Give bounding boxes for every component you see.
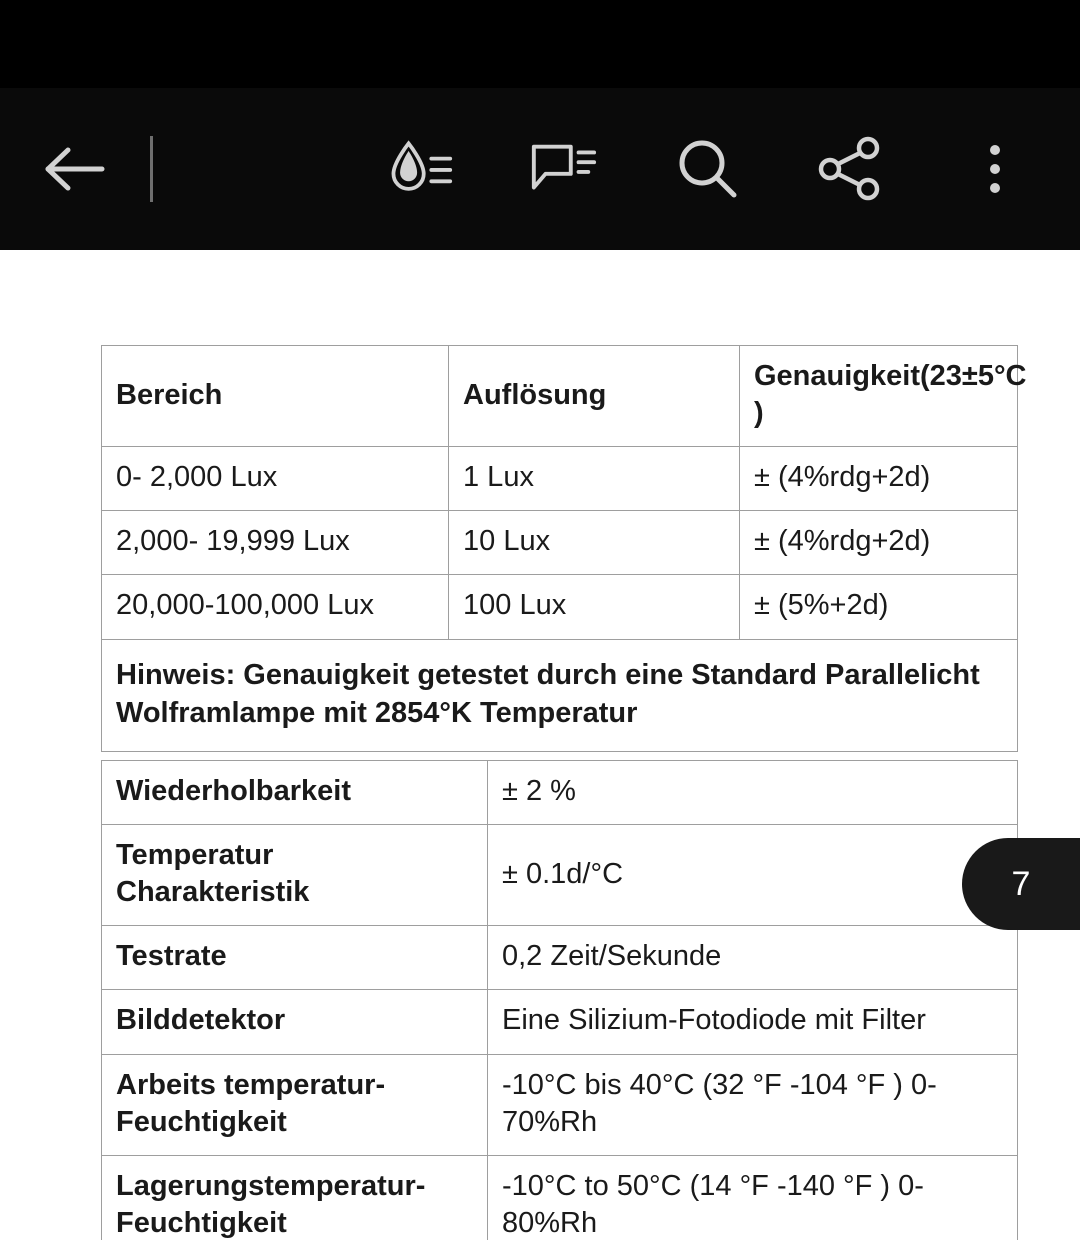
- page-number-indicator[interactable]: 7: [962, 838, 1080, 930]
- spec-value: -10°C bis 40°C (32 °F -104 °F ) 0-70%Rh: [488, 1054, 1018, 1155]
- table-row: [102, 575, 1018, 639]
- table-row: [102, 825, 1018, 926]
- spec-key: Temperatur Charakteristik: [102, 825, 488, 926]
- more-options-icon[interactable]: [960, 134, 1030, 204]
- table-note-row: [102, 639, 1018, 751]
- cell-resolution: 100 Lux: [449, 575, 740, 639]
- spec-key: Testrate: [102, 926, 488, 990]
- spec-value: ± 0.1d/°C: [488, 825, 1018, 926]
- cell-range: 20,000-100,000 Lux: [102, 575, 449, 639]
- column-header-accuracy: Genauigkeit(23±5°C ): [740, 346, 1018, 447]
- toolbar: [0, 88, 1080, 250]
- kebab-dots: [990, 145, 1000, 193]
- specifications-table: [101, 760, 1018, 1240]
- cell-resolution: 10 Lux: [449, 511, 740, 575]
- spec-value: Eine Silizium-Fotodiode mit Filter: [488, 990, 1018, 1054]
- measurement-range-table: [101, 345, 1027, 752]
- cell-range: 2,000- 19,999 Lux: [102, 511, 449, 575]
- spec-value: -10°C to 50°C (14 °F -140 °F ) 0-80%Rh: [488, 1155, 1018, 1240]
- table-row: [102, 761, 1018, 825]
- comment-icon[interactable]: [528, 134, 598, 204]
- table-row: [102, 926, 1018, 990]
- search-icon[interactable]: [672, 134, 742, 204]
- spec-key: Bilddetektor: [102, 990, 488, 1054]
- cell-accuracy: ± (5%+2d): [740, 575, 1018, 639]
- toolbar-right-group: [384, 134, 1036, 204]
- back-arrow-icon[interactable]: [44, 146, 106, 192]
- table-row: [102, 1155, 1018, 1240]
- column-header-resolution: Auflösung: [449, 346, 740, 447]
- column-header-range: Bereich: [102, 346, 449, 447]
- spec-key: Lagerungstemperatur-Feuchtigkeit: [102, 1155, 488, 1240]
- table-row: [102, 990, 1018, 1054]
- document-content: [0, 250, 1080, 1240]
- toolbar-left-group: [44, 136, 153, 202]
- spec-key: Arbeits temperatur-Feuchtigkeit: [102, 1054, 488, 1155]
- toolbar-divider: [150, 136, 153, 202]
- accuracy-note: Hinweis: Genauigkeit getestet durch eine Standard Parallelicht Wolframlampe mit 2854°K Temperatur: [102, 639, 1018, 751]
- table-row: [102, 1054, 1018, 1155]
- status-bar: [0, 0, 1080, 88]
- table-row: [102, 447, 1018, 511]
- cell-range: 0- 2,000 Lux: [102, 447, 449, 511]
- table-header-row: [102, 346, 1018, 447]
- share-icon[interactable]: [816, 134, 886, 204]
- brightness-contrast-icon[interactable]: [384, 134, 454, 204]
- spec-key: Wiederholbarkeit: [102, 761, 488, 825]
- cell-accuracy: ± (4%rdg+2d): [740, 447, 1018, 511]
- spec-value: ± 2 %: [488, 761, 1018, 825]
- table-row: [102, 511, 1018, 575]
- cell-accuracy: ± (4%rdg+2d): [740, 511, 1018, 575]
- cell-resolution: 1 Lux: [449, 447, 740, 511]
- spec-value: 0,2 Zeit/Sekunde: [488, 926, 1018, 990]
